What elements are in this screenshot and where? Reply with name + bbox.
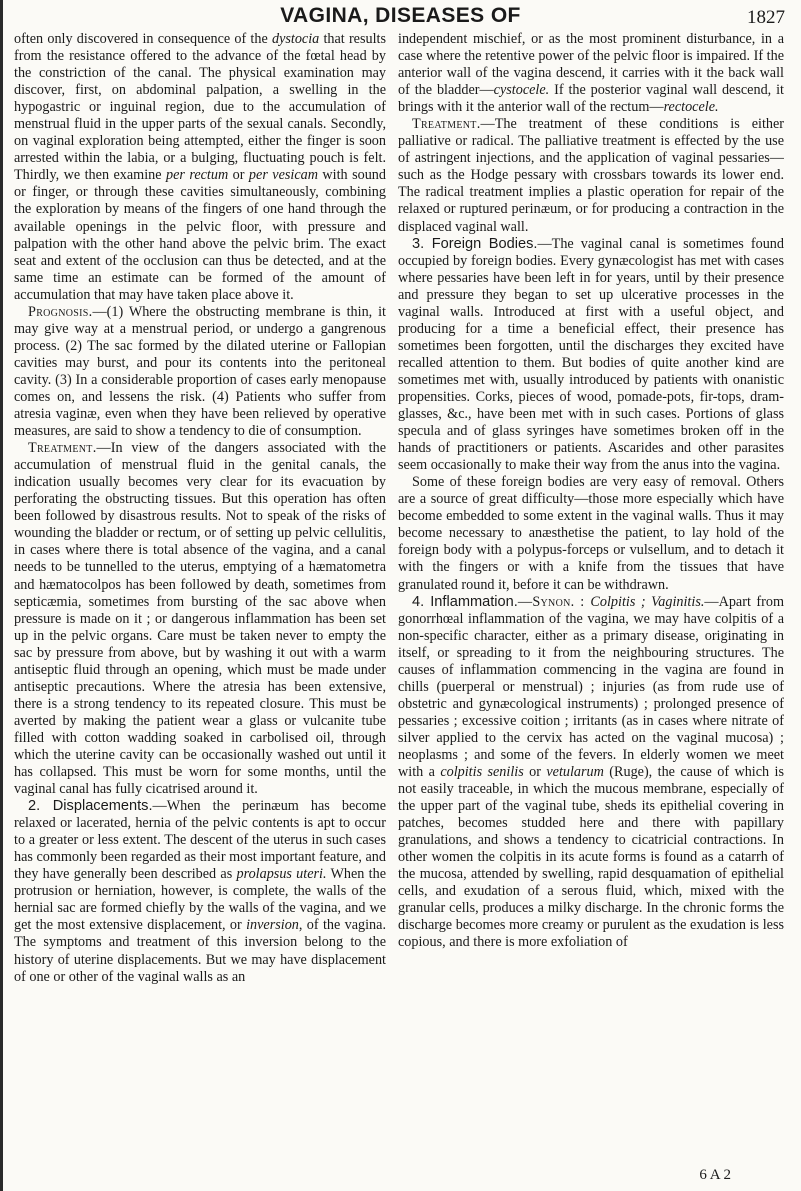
prognosis-heading: Prognosis. (28, 303, 93, 320)
displacements-heading: 2. Displacements. (28, 798, 153, 815)
paragraph-foreign-bodies-removal: Some of these foreign bodies are very easy of removal. Others are a source of great difficulty—those more especially which have become embedded to some extent in the vaginal walls. Thus it may become necessary to anæsthetise the patient, to lay hold of the foreign body with a polypus-forceps or vulsellum, and to detach it with the fingers or with a knife from the tissues that have granulated round it, before it can be withdrawn. (398, 474, 784, 593)
foreign-bodies-heading: 3. Foreign Bodies. (412, 235, 538, 252)
paragraph-prognosis: Prognosis.—(1) Where the obstructing membrane is thin, it may give way at a menstrual period, or undergo a gangrenous process. (2) The sac formed by the dilated uterine or Fallopian cavities may burst, and pour its contents into the peritoneal cavity. (3) In a considerable proportion of cases early menopause comes on, and lessens the risk. (4) Patients who suffer from atresia vaginæ, even when they have been relieved by operative measures, are said to show a tendency to die of consumption. (14, 303, 386, 440)
paragraph-inflammation: 4. Inflammation.—Synon. : Colpitis ; Vaginitis.—Apart from gonorrhœal inflammation of the vagina, we may have colpitis of a non-specific character, either as a primary disease, originating in itself, or spreading to it from the neighbouring structures. The causes of inflammation commencing in the vagina are found in chills (puerperal or menstrual) ; injuries (as from rude use of obstetric and gynæcological instruments) ; prolonged presence of pessaries ; excessive coition ; irritants (as in cases where nitrate of silver applied to the cervix has acted on the vaginal mucosa) ; neoplasms ; and some of the fevers. In elderly women we meet with a colpitis senilis or vetularum (Ruge), the cause of which is not easily traceable, in which the mucous membrane, especially of the upper part of the vaginal tube, sheds its epithelial covering in patches, becomes studded here and there with papillary granulations, and shows a tendency to cicatricial contractions. In other women the colpitis in its acute forms is found as a catarrh of the mucosa, attended by swelling, rapid desquamation of epithelial cells, and exudation of a serous fluid, which, mixed with the granular cells, produces a milky discharge. In the chronic forms the discharge becomes more creamy or purulent as the exudation is less copious, and there is more exfoliation of (398, 593, 784, 951)
paragraph-occlusion-diagnosis: often only discovered in consequence of the dystocia that results from the resistance offered to the advance of the fœtal head by the constriction of the canal. The physical examination may discover, first, on abdominal palpation, a swelling in the hypogastric or inguinal region, due to the accumulation of menstrual fluid in the upper parts of the sexual canals. Secondly, on vaginal exploration being attempted, either the finger is soon arrested within the labia, or a bulging, fluctuating pouch is felt. Thirdly, we then examine per rectum or per vesicam with sound or finger, or through these cavities simultaneously, combining the exploration by means of the fingers of one hand through the available openings in the pelvic floor, with pressure and palpation with the other hand above the pelvic brim. The exact seat and extent of the occlusion can thus be detected, and at the same time an estimate can be formed of the amount of accumulation that may have taken place above it. (14, 31, 386, 303)
left-column (14, 31, 386, 1181)
right-column (398, 31, 784, 1181)
running-title: VAGINA, DISEASES OF (280, 4, 521, 27)
inflammation-heading: 4. Inflammation. (412, 593, 518, 610)
paragraph-displacements: 2. Displacements.—When the perinæum has become relaxed or lacerated, hernia of the pelvic contents is apt to occur to a greater or less extent. The descent of the uterus in such cases has commonly been regarded as their most important feature, and they have generally been described as prolapsus uteri. When the protrusion or herniation, however, is complete, the walls of the hernial sac are formed chiefly by the walls of the vagina, and we get the most extensive displacement, or inversion, of the vagina. The symptoms and treatment of this inversion belong to the history of uterine displacements. But we may have displacement of one or other of the vaginal walls as an (14, 798, 386, 985)
running-header (0, 0, 801, 34)
paragraph-treatment-atresia: Treatment.—In view of the dangers associated with the accumulation of menstrual fluid in the genital canals, the indication usually becomes very clear for its evacuation by perforating the obstructing tissues. But this operation has often been followed by disastrous results. Not to speak of the risks of wounding the bladder or rectum, or of setting up pelvic cellulitis, in cases where there is total absence of the vagina, and a canal needs to be tunnelled to the uterus, emptying of a hæmatometra and hæmatocolpos has been followed by death, sometimes from septicæmia, sometimes from bursting of the sac above when pressure is made on it ; or dangerous inflammation has been set up in the pelvic organs. Care must be taken never to empty the sac by pressure from above, but by washing it out with a warm antiseptic fluid through an opening, which must be made under antiseptic precautions. Where the atresia has been extensive, there is a strong tendency to its repeated closure. This must be averted by making the patient wear a glass or vulcanite tube filled with cotton wadding soaked in carbolised oil, through which the uterine cavity can be occasionally washed out until it has collapsed. This must be worn for some months, until the vaginal canal has fully cicatrised around it. (14, 440, 386, 798)
treatment-heading-2: Treatment. (412, 116, 481, 133)
paragraph-cystocele-rectocele: independent mischief, or as the most prominent disturbance, in a case where the retentive power of the pelvic floor is impaired. If the anterior wall of the vagina descend, it carries with it the back wall of the bladder—cystocele. If the posterior vaginal wall descend, it brings with it the anterior wall of the rectum—rectocele. (398, 31, 784, 116)
page-spine-edge (0, 0, 3, 1191)
page-number: 1827 (747, 7, 785, 28)
paragraph-treatment-displacements: Treatment.—The treatment of these conditions is either palliative or radical. The palliative treatment is effected by the use of astringent injections, and the application of vaginal pessaries—such as the Hodge pessary with crossbars towards its lower end. The radical treatment implies a plastic operation for repair of the relaxed or ruptured perinæum, or for producing a contraction in the displaced vaginal wall. (398, 116, 784, 235)
paragraph-foreign-bodies: 3. Foreign Bodies.—The vaginal canal is sometimes found occupied by foreign bodies. Every gynæcologist has met with cases where pessaries have been left in for years, until by their presence and pressure they began to set up ulcerative processes in the vaginal walls. Introduced at first with a useful object, and producing for a time a beneficial effect, their presence has sometimes been forgotten, until the discharges they excited have recalled attention to them. But bodies of quite another kind are sometimes met with, usually introduced by patients with onanistic propensities. Corks, pieces of wood, pomade-pots, fir-tops, dram-glasses, &c., have been met with in such cases. Portions of glass specula and of glass syringes have sometimes broken off in the hands of practitioners or patients. Ascarides and other parasites seem occasionally to make their way from the anus into the vagina. (398, 235, 784, 474)
signature-mark: 6 A 2 (699, 1167, 731, 1183)
treatment-heading: Treatment. (28, 440, 97, 457)
